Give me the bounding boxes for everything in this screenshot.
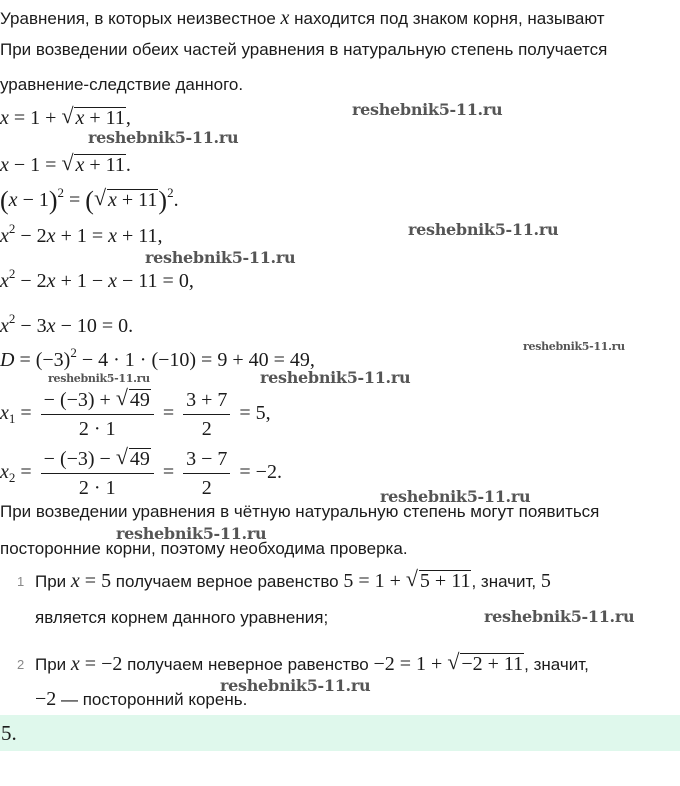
watermark: reshebnik5-11.ru — [352, 100, 503, 119]
intro-line-2: При возведении обеих частей уравнения в натуральную степень получается — [0, 40, 608, 59]
list-number-2: 2 — [17, 657, 25, 672]
discriminant: $D = (-3)^2 - 4 \cdot 1 \cdot (-10) = 9 + 40 = 49$, — [0, 345, 315, 371]
list-item-1: При x = 5 получаем верное равенство 5 = 1 + √ 5 + 11, значит, 5 — [35, 570, 551, 593]
intro-line-3: уравнение-следствие данного. — [0, 75, 244, 94]
watermark: reshebnik5-11.ru — [408, 220, 559, 239]
watermark: reshebnik5-11.ru — [48, 372, 150, 385]
watermark: reshebnik5-11.ru — [523, 340, 625, 353]
answer-box — [0, 715, 680, 751]
equation-5: $x^2 - 2x + 1 - x - 11 = 0$, — [0, 266, 194, 292]
watermark: reshebnik5-11.ru — [88, 128, 239, 147]
check-line-2: посторонние корни, поэтому необходима проверка. — [0, 539, 408, 558]
watermark: reshebnik5-11.ru — [220, 676, 371, 695]
equation-2: x − 1 = √ x + 11. — [0, 153, 131, 177]
answer-value: 5. — [1, 721, 17, 745]
equation-6: $x^2 - 3x - 10 = 0$. — [0, 311, 134, 337]
list-item-2: При x = −2 получаем неверное равенство −2 = 1 + √ −2 + 11, значит, — [35, 653, 589, 676]
equation-4: $x^2 - 2x + 1 = x + 11$, — [0, 221, 163, 247]
root-x2: $x_2$ = $\frac{- (-3) - √ 49}{2 \cdot 1}$ = $\frac{3 - 7}{2}$ = −2. — [0, 447, 282, 500]
watermark: reshebnik5-11.ru — [260, 368, 411, 387]
root-x1: $x_1$ = $\frac{- (-3) + √ 49}{2 \cdot 1}$ = $\frac{3 + 7}{2}$ = 5, — [0, 388, 271, 441]
equation-3: $(x - 1)^2$ = (√ x + 11)$^2$. — [0, 188, 179, 213]
watermark: reshebnik5-11.ru — [145, 248, 296, 267]
watermark: reshebnik5-11.ru — [380, 487, 531, 506]
list-item-2-line-2: −2 — посторонний корень. — [35, 688, 248, 710]
intro-line-1: Уравнения, в которых неизвестное x находится под знаком корня, называют — [0, 7, 605, 29]
list-number-1: 1 — [17, 574, 25, 589]
watermark: reshebnik5-11.ru — [484, 607, 635, 626]
list-item-1-line-2: является корнем данного уравнения; — [35, 608, 329, 627]
equation-1: x = 1 + √ x + 11, — [0, 106, 131, 130]
watermark: reshebnik5-11.ru — [116, 524, 267, 543]
check-line-1: При возведении уравнения в чётную натуральную степень могут появиться — [0, 502, 600, 521]
